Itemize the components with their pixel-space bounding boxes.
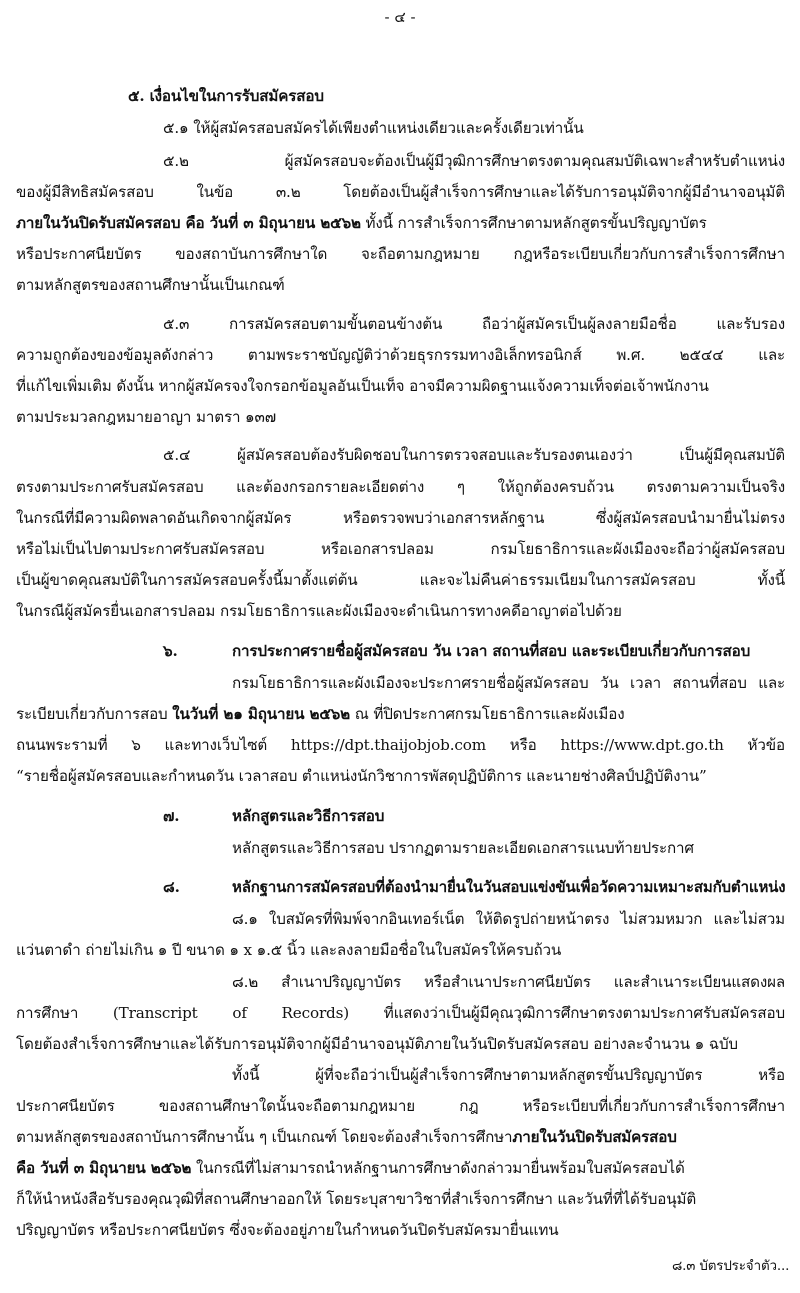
paragraph-5-1: ๕.๑ ให้ผู้สมัครสอบสมัครได้เพียงตำแหน่งเดียวและครั้งเดียวเท่านั้น: [163, 119, 584, 137]
section-6-line-4: “รายชื่อผู้สมัครสอบและกำหนดวัน เวลาสอบ ตำแหน่งนักวิชาการพัสดุปฏิบัติการ และนายช่างศิลป์ปฏิบัติงาน”: [16, 767, 707, 785]
section-5-heading: ๕. เงื่อนไขในการรับสมัครสอบ: [128, 87, 324, 105]
paragraph-5-2-line-3-rest: ทั้งนี้ การสำเร็จการศึกษาตามหลักสูตรขั้นปริญญาบัตร: [360, 214, 707, 232]
section-6-heading: การประกาศรายชื่อผู้สมัครสอบ วัน เวลา สถานที่สอบ และระเบียบเกี่ยวกับการสอบ: [232, 642, 751, 660]
section-7-line-1: หลักสูตรและวิธีการสอบ ปรากฏตามรายละเอียดเอกสารแนบท้ายประกาศ: [232, 839, 694, 857]
paragraph-8-2-line-7-rest: ในกรณีที่ไม่สามารถนำหลักฐานการศึกษาดังกล่าวมายื่นพร้อมใบสมัครสอบได้: [191, 1159, 685, 1177]
paragraph-5-3-line-3: ที่แก้ไขเพิ่มเติม ดังนั้น หากผู้สมัครจงใจกรอกข้อมูลอันเป็นเท็จ อาจมีความผิดฐานแจ้งความเท็จต่อเจ้าพนักงาน: [16, 377, 709, 395]
paragraph-8-2-line-8: ก็ให้นำหนังสือรับรองคุณวุฒิที่สถานศึกษาออกให้ โดยระบุสาขาวิชาที่สำเร็จการศึกษา และวันที่ที่ได้รับอนุมัติ: [16, 1190, 697, 1208]
section-8-number: ๘.: [163, 878, 180, 896]
paragraph-5-2-line-2: ของผู้มีสิทธิสมัครสอบ ในข้อ ๓.๒ โดยต้องเป็นผู้สำเร็จการศึกษาและได้รับการอนุมัติจากผู้มีอำนาจอนุมัติ: [16, 183, 785, 201]
paragraph-8-2-line-4: ทั้งนี้ ผู้ที่จะถือว่าเป็นผู้สำเร็จการศึกษาตามหลักสูตรขั้นปริญญาบัตร หรือ: [232, 1066, 785, 1084]
paragraph-8-2-line-9: ปริญญาบัตร หรือประกาศนียบัตร ซึ่งจะต้องอยู่ภายในกำหนดวันปิดรับสมัครมายื่นแทน: [16, 1221, 559, 1239]
paragraph-8-1-line-1: ๘.๑ ใบสมัครที่พิมพ์จากอินเทอร์เน็ต ให้ติดรูปถ่ายหน้าตรง ไม่สวมหมวก และไม่สวม: [232, 910, 785, 928]
paragraph-5-2-line-5: ตามหลักสูตรของสถานศึกษานั้นเป็นเกณฑ์: [16, 276, 285, 294]
paragraph-5-3-line-2: ความถูกต้องของข้อมูลดังกล่าว ตามพระราชบัญญัติว่าด้วยธุรกรรมทางอิเล็กทรอนิกส์ พ.ศ. ๒๕๔๔ และ: [16, 346, 785, 364]
section-7-heading: หลักสูตรและวิธีการสอบ: [232, 807, 385, 825]
announcement-date-bold: ในวันที่ ๒๑ มิถุนายน ๒๕๖๒: [172, 705, 351, 723]
section-6-line-2: [16, 704, 625, 724]
paragraph-5-4-line-6: ในกรณีผู้สมัครยื่นเอกสารปลอม กรมโยธาธิการและผังเมืองจะดำเนินการทางคดีอาญาต่อไปด้วย: [16, 602, 622, 620]
section-8-heading: หลักฐานการสมัครสอบที่ต้องนำมายื่นในวันสอบแข่งขันเพื่อวัดความเหมาะสมกับตำแหน่ง: [232, 878, 786, 896]
closing-date-bold-3: คือ วันที่ ๓ มิถุนายน ๒๕๖๒: [16, 1159, 192, 1177]
paragraph-5-2-line-3: [16, 213, 707, 233]
paragraph-5-3-line-1: ๕.๓ การสมัครสอบตามขั้นตอนข้างต้น ถือว่าผู้สมัครเป็นผู้ลงลายมือชื่อ และรับรอง: [163, 315, 785, 333]
paragraph-5-4-line-2: ตรงตามประกาศรับสมัครสอบ และต้องกรอกรายละเอียดต่าง ๆ ให้ถูกต้องครบถ้วน ตรงตามความเป็นจริง: [16, 478, 785, 496]
paragraph-5-4-line-1: ๕.๔ ผู้สมัครสอบต้องรับผิดชอบในการตรวจสอบและรับรองตนเองว่า เป็นผู้มีคุณสมบัติ: [163, 446, 785, 464]
paragraph-5-4-line-3: ในกรณีที่มีความผิดพลาดอันเกิดจากผู้สมัคร หรือตรวจพบว่าเอกสารหลักฐาน ซึ่งผู้สมัครสอบนำมายื่นไม่ตรง: [16, 509, 785, 527]
paragraph-8-2-line-5: ประกาศนียบัตร ของสถานศึกษาใดนั้นจะถือตามกฎหมาย กฎ หรือระเบียบที่เกี่ยวกับการสำเร็จการศึกษา: [16, 1097, 785, 1115]
paragraph-8-2-line-6-start: ตามหลักสูตรของสถาบันการศึกษานั้น ๆ เป็นเกณฑ์ โดยจะต้องสำเร็จการศึกษา: [16, 1128, 513, 1146]
paragraph-8-2-line-3: โดยต้องสำเร็จการศึกษาและได้รับการอนุมัติจากผู้มีอำนาจอนุมัติภายในวันปิดรับสมัครสอบ อย่างละจำนวน ๑ ฉบับ: [16, 1035, 738, 1053]
paragraph-5-2-line-4: หรือประกาศนียบัตร ของสถาบันการศึกษาใด จะถือตามกฎหมาย กฎหรือระเบียบเกี่ยวกับการสำเร็จการศึกษา: [16, 245, 785, 263]
page-number: - ๔ -: [384, 8, 416, 26]
paragraph-8-2-line-6: [16, 1127, 677, 1147]
paragraph-5-4-line-5: เป็นผู้ขาดคุณสมบัติในการสมัครสอบครั้งนี้มาตั้งแต่ต้น และจะไม่คืนค่าธรรมเนียมในการสมัครสอบ ทั้งนี้: [16, 571, 785, 589]
paragraph-5-3-line-4: ตามประมวลกฎหมายอาญา มาตรา ๑๓๗: [16, 408, 277, 426]
section-6-line-3-websites: ถนนพระรามที่ ๖ และทางเว็บไซต์ https://dpt.thaijobjob.com หรือ https://www.dpt.go.th หัวข้อ: [16, 736, 785, 754]
closing-date-bold: ภายในวันปิดรับสมัครสอบ คือ วันที่ ๓ มิถุนายน ๒๕๖๒: [16, 214, 361, 232]
paragraph-8-2-line-1: ๘.๒ สำเนาปริญญาบัตร หรือสำเนาประกาศนียบัตร และสำเนาระเบียนแสดงผล: [232, 973, 785, 991]
paragraph-5-4-line-4: หรือไม่เป็นไปตามประกาศรับสมัครสอบ หรือเอกสารปลอม กรมโยธาธิการและผังเมืองจะถือว่าผู้สมัครสอบ: [16, 540, 785, 558]
section-6-line-2-start: ระเบียบเกี่ยวกับการสอบ: [16, 705, 173, 723]
section-6-line-2-end: ณ ที่ปิดประกาศกรมโยธาธิการและผังเมือง: [350, 705, 625, 723]
paragraph-8-1-line-2: แว่นตาดำ ถ่ายไม่เกิน ๑ ปี ขนาด ๑ x ๑.๕ นิ้ว และลงลายมือชื่อในใบสมัครให้ครบถ้วน: [16, 941, 562, 959]
paragraph-8-2-line-2: การศึกษา (Transcript of Records) ที่แสดงว่าเป็นผู้มีคุณวุฒิการศึกษาตรงตามประกาศรับสมัครสอบ: [16, 1004, 785, 1022]
paragraph-5-2-line-1: ๕.๒ ผู้สมัครสอบจะต้องเป็นผู้มีวุฒิการศึกษาตรงตามคุณสมบัติเฉพาะสำหรับตำแหน่ง: [163, 152, 785, 170]
continued-marker: ๘.๓ บัตรประจำตัว...: [672, 1259, 790, 1274]
section-6-line-1: กรมโยธาธิการและผังเมืองจะประกาศรายชื่อผู้สมัครสอบ วัน เวลา สถานที่สอบ และ: [232, 674, 785, 692]
section-6-number: ๖.: [163, 642, 178, 660]
section-7-number: ๗.: [163, 807, 180, 825]
closing-date-bold-2: ภายในวันปิดรับสมัครสอบ: [512, 1128, 677, 1146]
paragraph-8-2-line-7: [16, 1158, 685, 1178]
